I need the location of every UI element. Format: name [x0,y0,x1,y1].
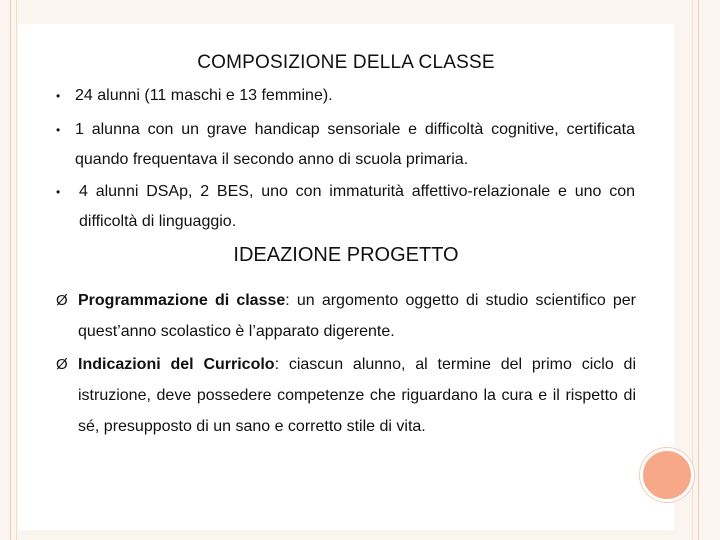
item-label: Programmazione di classe [78,292,286,309]
arrow-item-text [78,285,636,347]
section-subtitle: IDEAZIONE PROGETTO [233,244,459,266]
arrow-bullet-icon: Ø [56,356,68,373]
arrow-item-text [78,349,636,442]
item-body: : un argomento oggetto di studio scientifico per quest’anno scolastico è l’apparato digerente. [78,292,636,340]
bullet-text: 4 alunni DSAp, 2 BES, uno con immaturità affettivo-relazionale e uno con difficoltà di linguaggio. [79,183,635,230]
bullet-icon: • [56,123,61,137]
bullet-icon: • [56,185,61,199]
arrow-bullet-icon: Ø [56,292,68,309]
item-body: : ciascun alunno, al termine del primo ciclo di istruzione, deve possedere competenze che riguardano la cura e il rispetto di sé, presupposto di un sano e corretto stile di vita. [78,356,636,435]
bullet-text: 1 alunna con un grave handicap sensoriale e difficoltà cognitive, certificata quando frequentava il secondo anno di scuola primaria. [75,121,635,168]
section-title: COMPOSIZIONE DELLA CLASSE [197,52,495,73]
bullet-text: 24 alunni (11 maschi e 13 femmine). [75,87,333,104]
bullet-icon: • [56,89,61,103]
item-label: Indicazioni del Curricolo [78,356,275,373]
decorative-circle [640,448,694,502]
